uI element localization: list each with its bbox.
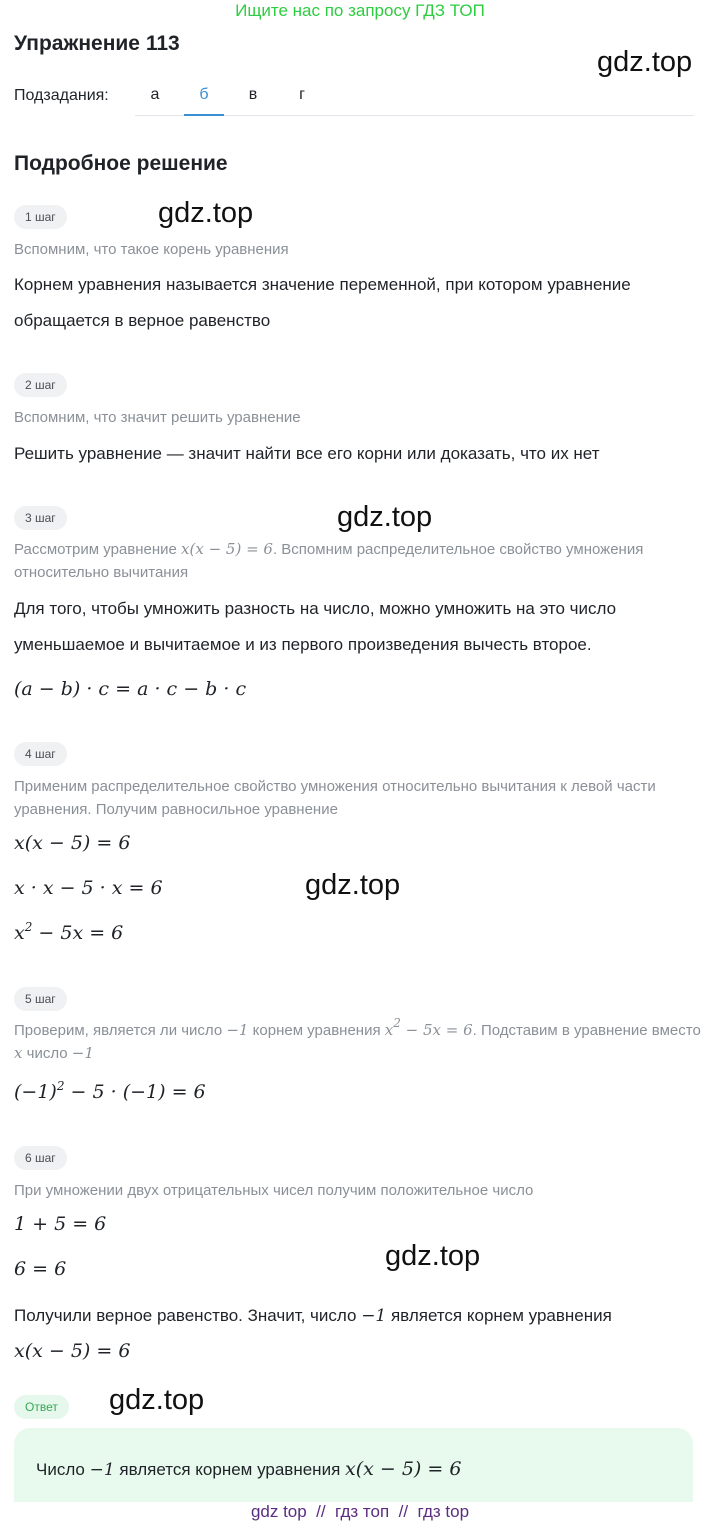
step-text: Решить уравнение — значит найти все его корни или доказать, что их нет bbox=[14, 444, 600, 463]
solution-title: Подробное решение bbox=[14, 152, 228, 175]
answer-badge: Ответ bbox=[14, 1395, 69, 1419]
formula: 1 + 5 = 6 bbox=[14, 1213, 107, 1235]
step-badge: 1 шаг bbox=[14, 205, 67, 229]
subtask-tab-v[interactable]: в bbox=[248, 86, 258, 103]
watermark: gdz.top bbox=[385, 1240, 481, 1272]
subtasks-bar bbox=[14, 86, 694, 116]
step-badge: 6 шаг bbox=[14, 1146, 67, 1170]
answer-text: Число −1 является корнем уравнения x(x − 5) = 6 bbox=[36, 1458, 462, 1480]
step-badge: 5 шаг bbox=[14, 987, 67, 1011]
formula: x(x − 5) = 6 bbox=[14, 1340, 131, 1362]
search-banner: Ищите нас по запросу ГДЗ ТОП bbox=[235, 1, 485, 20]
step-badge: 3 шаг bbox=[14, 506, 67, 530]
step-conclusion: Получили верное равенство. Значит, число −1 является корнем уравнения bbox=[14, 1306, 612, 1326]
footer-links: gdz top // гдз топ // гдз top bbox=[250, 1502, 470, 1521]
formula: 6 = 6 bbox=[14, 1258, 67, 1280]
formula: $(-1)^2 - 5 \cdot (-1) = 6$ bbox=[14, 1079, 206, 1103]
subtasks-label: Подзадания: bbox=[14, 87, 109, 104]
step-badge: 4 шаг bbox=[14, 742, 67, 766]
step-badge: 2 шаг bbox=[14, 373, 67, 397]
inline-formula: x(x − 5) = 6 bbox=[181, 540, 273, 558]
subtask-tab-g[interactable]: г bbox=[299, 86, 305, 103]
step-hint: Рассмотрим уравнение x(x − 5) = 6. Вспомним распределительное свойство умножения относительно вычитания bbox=[14, 540, 644, 581]
step-text: Корнем уравнения называется значение переменной, при котором уравнение обращается в верное равенство bbox=[14, 275, 631, 330]
step-hint: При умножении двух отрицательных чисел получим положительное число bbox=[14, 1182, 534, 1199]
formula: x(x − 5) = 6 bbox=[14, 832, 131, 854]
formula: x · x − 5 · x = 6 bbox=[14, 877, 163, 899]
watermark: gdz.top bbox=[337, 501, 433, 533]
step-text: Для того, чтобы умножить разность на число, можно умножить на это число уменьшаемое и вычитаемое и из первого произведения вычесть второе. bbox=[14, 599, 617, 654]
step-hint: Применим распределительное свойство умножения относительно вычитания к левой части уравнения. Получим равносильное уравнение bbox=[14, 778, 656, 818]
watermark: gdz.top bbox=[109, 1384, 205, 1416]
formula: (a − b) · c = a · c − b · c bbox=[14, 678, 247, 700]
subtask-tab-a[interactable]: а bbox=[150, 86, 160, 103]
subtask-tab-b[interactable]: б bbox=[184, 86, 224, 116]
formula: $x^2 - 5x = 6$ bbox=[14, 920, 124, 944]
watermark: gdz.top bbox=[305, 869, 401, 901]
watermark: gdz.top bbox=[158, 197, 254, 229]
watermark: gdz.top bbox=[597, 46, 693, 78]
step-hint: Вспомним, что значит решить уравнение bbox=[14, 409, 301, 426]
exercise-title: Упражнение 113 bbox=[14, 32, 180, 55]
step-hint: Проверим, является ли число −1 корнем уравнения $x^2 - 5x = 6$. Подставим в уравнение вместо x число −1 bbox=[14, 1016, 701, 1062]
answer-box bbox=[14, 1428, 693, 1502]
step-hint: Вспомним, что такое корень уравнения bbox=[14, 241, 289, 258]
